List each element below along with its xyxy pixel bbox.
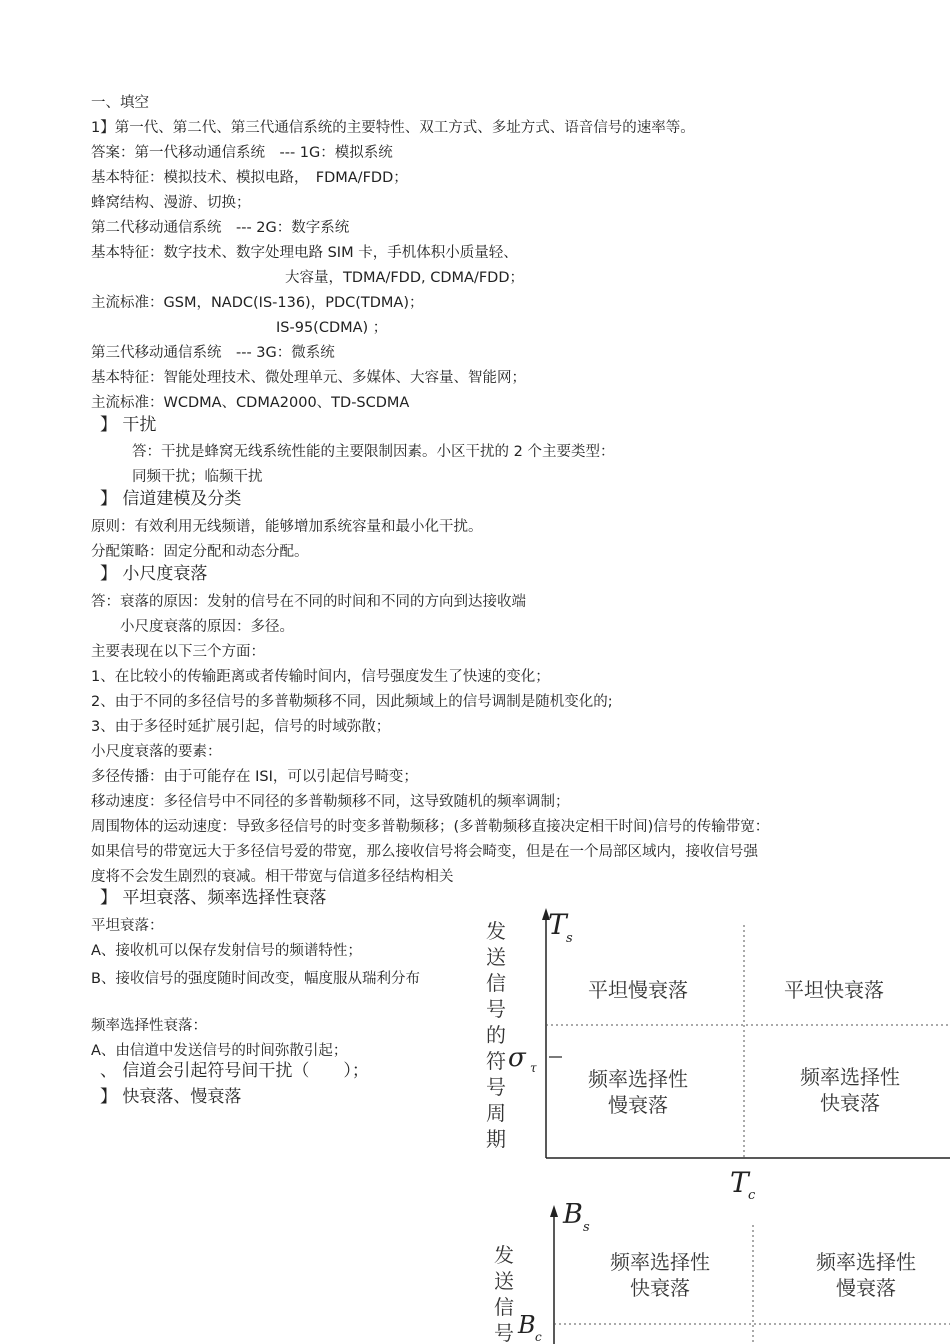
sigma-subscript: τ [530, 1061, 537, 1075]
text-line: 3、由于多径时延扩展引起，信号的时域弥散； [91, 719, 391, 735]
answer-line: 答案：第一代移动通信系统 --- 1G：模拟系统 [91, 145, 393, 161]
diagram1-ylabel [486, 919, 506, 1151]
heading-interference: 】 干扰 [100, 415, 157, 435]
text-line: 移动速度：多径信号中不同径的多普勒频移不同，这导致随机的频率调制； [91, 794, 570, 810]
diagram2-ylabel [494, 1243, 514, 1344]
fading-quadrant-diagram-time [470, 900, 950, 1210]
text-line: 小尺度衰落的原因：多径。 [120, 619, 294, 635]
text-line: 如果信号的带宽远大于多径信号爱的带宽，那么接收信号将会畸变，但是在一个局部区域内，接收信号强 [91, 844, 758, 860]
quadrant-fs-fast-line2: 快衰落 [820, 1091, 880, 1115]
text-line: 小尺度衰落的要素： [91, 744, 222, 760]
text-line: 1、在比较小的传输距离或者传输时间内，信号强度发生了快速的变化； [91, 669, 550, 685]
ts-axis-subscript: s [566, 931, 573, 946]
text-line: 周围物体的运动速度：导致多径信号的时变多普勒频移；(多普勒频移直接决定相干时间)信号的传输带宽： [91, 819, 770, 835]
bc-subscript: c [535, 1330, 542, 1344]
text-line: 2、由于不同的多径信号的多普勒频移不同，因此频域上的信号调制是随机变化的; [91, 694, 613, 710]
text-line: 基本特征：数字技术、数字处理电路 SIM 卡，手机体积小质量轻、 [91, 245, 518, 261]
quadrant-fs-slow-line1: 频率选择性 [816, 1250, 916, 1274]
heading-isi: 、 信道会引起符号间干扰（ ）； [100, 1061, 369, 1081]
ylabel-char: 发 [486, 919, 506, 943]
heading-flat-frequency-selective: 】 平坦衰落、频率选择性衰落 [100, 888, 327, 908]
ylabel-char: 发 [494, 1243, 514, 1267]
text-line: 频率选择性衰落： [91, 1018, 207, 1034]
ylabel-char: 信 [486, 971, 506, 995]
text-line: 主流标准：GSM，NADC(IS-136)，PDC(TDMA)； [91, 295, 424, 311]
sigma-label: σ [508, 1043, 526, 1073]
ylabel-char: 送 [494, 1269, 514, 1293]
text-line: IS-95(CDMA) ； [276, 320, 388, 336]
ylabel-char: 期 [486, 1127, 506, 1151]
ts-axis-label: T [548, 908, 567, 941]
text-line: 原则：有效利用无线频谱，能够增加系统容量和最小化干扰。 [91, 519, 483, 535]
ylabel-char: 号 [494, 1321, 514, 1344]
text-line: 大容量，TDMA/FDD, CDMA/FDD； [285, 270, 525, 286]
text-line: 同频干扰；临频干扰 [132, 469, 263, 485]
heading-small-scale-fading: 】 小尺度衰落 [100, 564, 208, 584]
quadrant-fs-fast-line1: 频率选择性 [800, 1065, 900, 1089]
quadrant-flat-slow: 平坦慢衰落 [588, 978, 688, 1002]
heading-channel-modeling: 】 信道建模及分类 [100, 489, 242, 509]
bc-label: B [518, 1311, 536, 1339]
bs-axis-label: B [563, 1199, 583, 1230]
quadrant-fs-slow-line2: 慢衰落 [836, 1276, 896, 1300]
text-line: 基本特征：智能处理技术、微处理单元、多媒体、大容量、智能网； [91, 370, 526, 386]
text-line: 平坦衰落： [91, 918, 164, 934]
ylabel-char: 符 [486, 1049, 506, 1073]
ylabel-char: 送 [486, 945, 506, 969]
text-line: 答：衰落的原因：发射的信号在不同的时间和不同的方向到达接收端 [91, 594, 526, 610]
text-line: 第三代移动通信系统 --- 3G：微系统 [91, 345, 335, 361]
question-1: 1】第一代、第二代、第三代通信系统的主要特性、双工方式、多址方式、语音信号的速率等。 [91, 120, 695, 136]
text-line: 第二代移动通信系统 --- 2G：数字系统 [91, 220, 350, 236]
bs-axis-subscript: s [583, 1220, 590, 1235]
text-line: 基本特征：模拟技术、模拟电路， FDMA/FDD； [91, 170, 408, 186]
text-line: 蜂窝结构、漫游、切换； [91, 195, 251, 211]
y-axis-arrow [550, 1205, 558, 1217]
section-heading-fill-blank: 一、填空 [91, 95, 149, 111]
tc-axis-subscript: c [748, 1188, 756, 1203]
text-line: 主流标准：WCDMA、CDMA2000、TD-SCDMA [91, 395, 410, 411]
ylabel-char: 号 [486, 1075, 506, 1099]
ylabel-char: 周 [486, 1101, 506, 1125]
text-line: A、接收机可以保存发射信号的频谱特性； [91, 943, 362, 959]
text-line: 多径传播：由于可能存在 ISI，可以引起信号畸变； [91, 769, 418, 785]
tc-axis-label: T [730, 1166, 749, 1199]
quadrant-fs-slow-line1: 频率选择性 [588, 1067, 688, 1091]
heading-fast-slow-fading: 】 快衰落、慢衰落 [100, 1087, 242, 1107]
ylabel-char: 号 [486, 997, 506, 1021]
quadrant-flat-fast: 平坦快衰落 [784, 978, 884, 1002]
fading-quadrant-diagram-bandwidth [470, 1195, 950, 1344]
text-line: 答：干扰是蜂窝无线系统性能的主要限制因素。小区干扰的 2 个主要类型： [132, 444, 615, 460]
quadrant-fs-fast-line1: 频率选择性 [610, 1250, 710, 1274]
ylabel-char: 信 [494, 1295, 514, 1319]
text-line: A、由信道中发送信号的时间弥散引起； [91, 1043, 348, 1059]
quadrant-fs-fast-line2: 快衰落 [630, 1276, 690, 1300]
text-line: 分配策略：固定分配和动态分配。 [91, 544, 309, 560]
text-line: B、接收信号的强度随时间改变，幅度服从瑞利分布 [91, 971, 420, 987]
ylabel-char: 的 [486, 1023, 506, 1047]
text-line: 主要表现在以下三个方面： [91, 644, 265, 660]
text-line: 度将不会发生剧烈的衰减。相干带宽与信道多径结构相关 [91, 869, 454, 885]
quadrant-fs-slow-line2: 慢衰落 [608, 1093, 668, 1117]
